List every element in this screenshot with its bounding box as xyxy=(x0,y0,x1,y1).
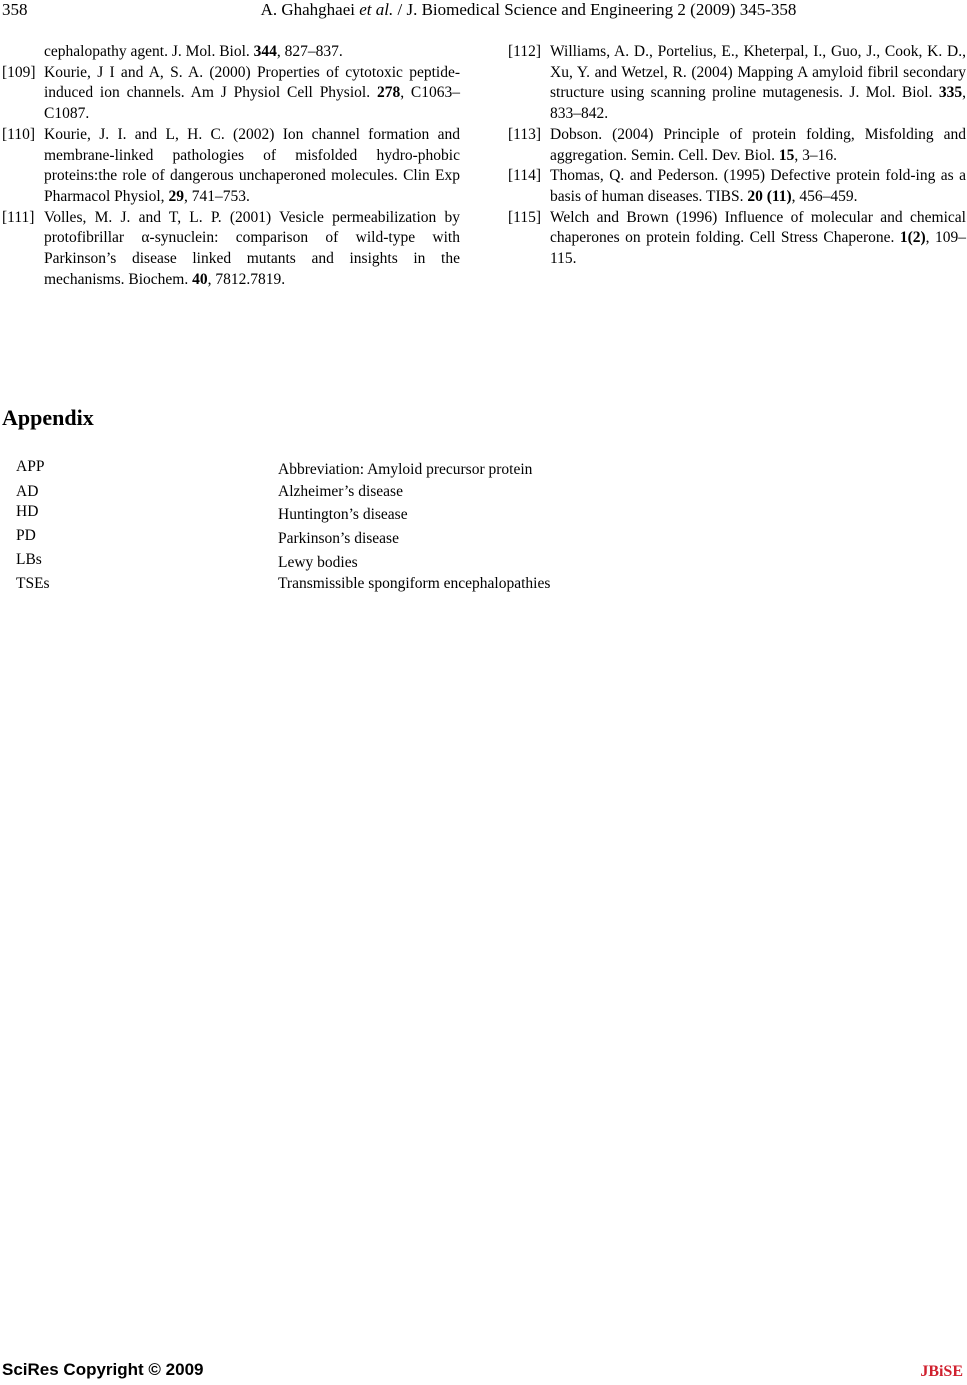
reference-text: Thomas, Q. and Pederson. (1995) Defective protein fold-ing as a basis of human diseases. TIBS. 20 (11), 456–459. xyxy=(550,167,966,205)
header-authors: A. Ghahghaei xyxy=(260,0,355,19)
copyright-footer: SciRes Copyright © 2009 xyxy=(2,1360,204,1379)
reference-number: [114] xyxy=(508,167,541,185)
reference-item xyxy=(508,42,966,125)
reference-number: [112] xyxy=(508,43,541,60)
appendix-heading: Appendix xyxy=(2,405,94,430)
reference-text: Kourie, J I and A, S. A. (2000) Properties of cytotoxic peptide-induced ion channels. Am J Physiol Cell Physiol. 278, C1063–C1087. xyxy=(44,63,460,123)
journal-logo: JBiSE xyxy=(920,1363,963,1380)
page-number: 358 xyxy=(2,0,28,19)
abbreviation-row xyxy=(16,483,716,505)
references-left-column xyxy=(2,42,460,290)
abbreviation-definition: Transmissible spongiform encephalopathies xyxy=(278,575,551,592)
abbreviation: LBs xyxy=(16,551,42,568)
abbreviation-row xyxy=(16,503,716,525)
reference-item xyxy=(2,125,460,208)
reference-item xyxy=(508,125,966,166)
abbreviation-definition: Lewy bodies xyxy=(278,554,358,571)
abbreviation-definition: Huntington’s disease xyxy=(278,506,408,523)
abbreviation-row xyxy=(16,551,716,573)
abbreviation: APP xyxy=(16,458,45,475)
header-journal: / J. Biomedical Science and Engineering 2 (2009) 345-358 xyxy=(393,0,797,19)
abbreviation-definition: Alzheimer’s disease xyxy=(278,483,403,500)
reference-item xyxy=(2,63,460,125)
abbreviation-definition: Parkinson’s disease xyxy=(278,530,399,547)
reference-text: cephalopathy agent. J. Mol. Biol. 344, 827–837. xyxy=(44,43,343,60)
abbreviation-definition: Abbreviation: Amyloid precursor protein xyxy=(278,461,533,478)
reference-text: Kourie, J. I. and L, H. C. (2002) Ion channel formation and membrane-linked pathologies of misfolded hydro-phobic proteins:the role of dangerous unchaperoned molecules. Clin Exp Pharmacol Physiol, 29, 741–753. xyxy=(44,125,460,205)
reference-text: Dobson. (2004) Principle of protein folding, Misfolding and aggregation. Semin. Cell. Dev. Biol. 15, 3–16. xyxy=(550,125,966,164)
abbreviation-row xyxy=(16,458,716,480)
abbreviation-row xyxy=(16,575,716,597)
reference-text: Volles, M. J. and T, L. P. (2001) Vesicle permeabilization by protofibrillar α-synuclein: comparison of wild-type with Parkinson’s disease linked mutants and insights in the mechanisms. Biochem. 40, 7812.7819. xyxy=(44,208,460,288)
reference-number: [115] xyxy=(508,208,541,226)
reference-number: [111] xyxy=(2,208,35,226)
reference-number: [109] xyxy=(2,63,36,81)
reference-number: [110] xyxy=(2,125,35,143)
abbreviation: AD xyxy=(16,483,39,500)
reference-item xyxy=(2,42,460,63)
reference-text: Williams, A. D., Portelius, E., Kheterpal, I., Guo, J., Cook, K. D., Xu, Y. and Wetzel, R. (2004) Mapping A amyloid fibril secondary structure using scanning proline mutagenesis. J. Mol. Biol. 335, 833–842. xyxy=(550,43,966,123)
reference-item xyxy=(508,166,966,207)
abbreviation: HD xyxy=(16,503,39,520)
reference-text: Welch and Brown (1996) Influence of molecular and chemical chaperones on protein folding. Cell Stress Chaperone. 1(2), 109–115. xyxy=(550,208,966,268)
abbreviation: PD xyxy=(16,527,36,544)
header-etal: et al. xyxy=(359,0,394,19)
abbreviation: TSEs xyxy=(16,575,50,592)
running-title xyxy=(0,0,967,20)
reference-item xyxy=(2,208,460,291)
reference-number: [113] xyxy=(508,125,541,143)
running-header xyxy=(0,0,967,22)
references-right-column xyxy=(508,42,966,270)
reference-item xyxy=(508,208,966,270)
abbreviation-row xyxy=(16,527,716,549)
